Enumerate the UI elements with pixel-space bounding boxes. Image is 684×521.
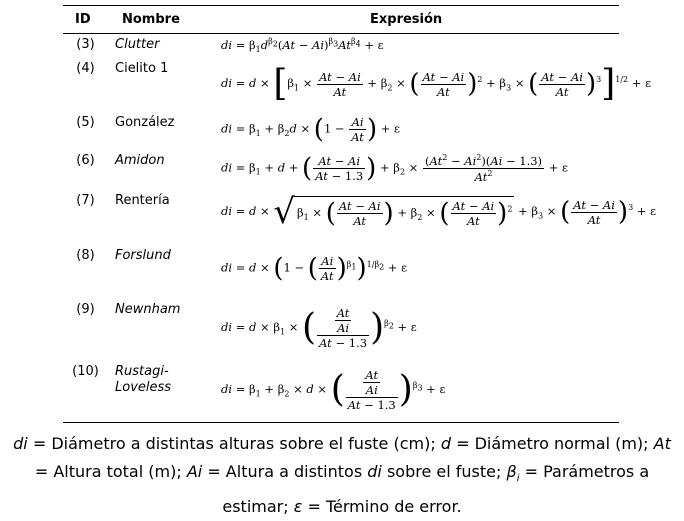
table-top-rule bbox=[63, 5, 619, 6]
row-expression: di = $\beta_1 + d$ + ( $\frac{At - Ai}{At - 1.3}$ ) + $\beta_2$ × $\frac{(At^2 - Ai^2)(Ai - 1.3)}{At^2}$ + ε bbox=[221, 153, 568, 184]
note-ai-def2: sobre el fuste; bbox=[386, 462, 502, 481]
row-nombre: Forslund bbox=[115, 248, 171, 263]
note-beta: $\beta_i$ bbox=[506, 462, 520, 485]
note-eps-def: = Término de error. bbox=[307, 497, 462, 517]
row-nombre: Rustagi-Loveless bbox=[115, 364, 172, 395]
note-at-def: = Altura total (m); bbox=[34, 462, 182, 481]
row-expression: di = $d \times \beta_1$ × ( $\frac{\frac{At}{Ai}}{At - 1.3}$ )$^{\beta_2}$ + ε bbox=[221, 306, 417, 350]
row-nombre: Rentería bbox=[115, 193, 170, 208]
note-eps: ε bbox=[293, 497, 303, 517]
note-ai-di: di bbox=[367, 462, 382, 481]
note-at: At bbox=[653, 434, 671, 453]
row-id: (7) bbox=[76, 193, 95, 208]
note-d: d bbox=[440, 434, 451, 453]
row-nombre: González bbox=[115, 115, 175, 130]
row-id: (4) bbox=[76, 61, 95, 76]
header-expresion: Expresión bbox=[370, 12, 443, 27]
note-di: di bbox=[13, 434, 28, 453]
row-expression: di = d × (1 − ( $\frac{Ai}{At}$ )$^{\beta_1}$)$^{1/\beta_2}$ + ε bbox=[221, 253, 408, 284]
row-expression: di = $\beta_1d^{\beta_2}(At - Ai)^{\beta_3}At^{\beta_4} + \varepsilon$ bbox=[221, 37, 384, 55]
row-nombre: Newnham bbox=[115, 302, 181, 317]
header-nombre: Nombre bbox=[122, 12, 180, 27]
row-id: (3) bbox=[76, 37, 95, 52]
row-id: (8) bbox=[76, 248, 95, 263]
note-ai-def: = Altura a distintos bbox=[207, 462, 363, 481]
row-nombre: Cielito 1 bbox=[115, 61, 169, 76]
row-id: (10) bbox=[72, 364, 99, 379]
note-d-def: = Diámetro normal (m); bbox=[456, 434, 649, 453]
row-nombre: Amidon bbox=[115, 153, 165, 168]
table-bottom-rule bbox=[63, 422, 619, 423]
note-di-def: = Diámetro a distintas alturas sobre el fuste (cm); bbox=[32, 434, 436, 453]
row-expression: di = $\beta_1 + \beta_2 \times d$ × ( $\frac{\frac{At}{Ai}}{At - 1.3}$ )$^{\beta_3}$ + ε bbox=[221, 368, 446, 412]
row-expression: di = d × √ $\beta_1$ × ( $\frac{At - Ai}{At}$ ) + $\beta_2$ × ( $\frac{At - Ai}{At}$ )$^2 + \beta_3$ × ( $\frac{At - Ai}{At}$ )$^3$ + ε bbox=[221, 192, 657, 232]
note-beta-def: = Parámetros a estimar; bbox=[222, 462, 650, 517]
header-id: ID bbox=[75, 12, 91, 27]
row-id: (6) bbox=[76, 153, 95, 168]
table-header-rule bbox=[63, 33, 619, 34]
row-expression: di = $\beta_1 + \beta_2d \times (1$ − $\frac{Ai}{At}$ ) + ε bbox=[221, 114, 400, 145]
note-ai: Ai bbox=[186, 462, 203, 481]
row-nombre: Clutter bbox=[115, 37, 160, 52]
row-id: (5) bbox=[76, 115, 95, 130]
row-expression: di = $d \times [\beta_1$ × $\frac{At - Ai}{At}$ + $\beta_2$ × ( $\frac{At - Ai}{At}$ )$^2 + \beta_3$ × ( $\frac{At - Ai}{At}$ )$^3$]$^{1/2}$ + ε bbox=[221, 63, 652, 104]
row-id: (9) bbox=[76, 302, 95, 317]
table-note bbox=[8, 430, 676, 521]
